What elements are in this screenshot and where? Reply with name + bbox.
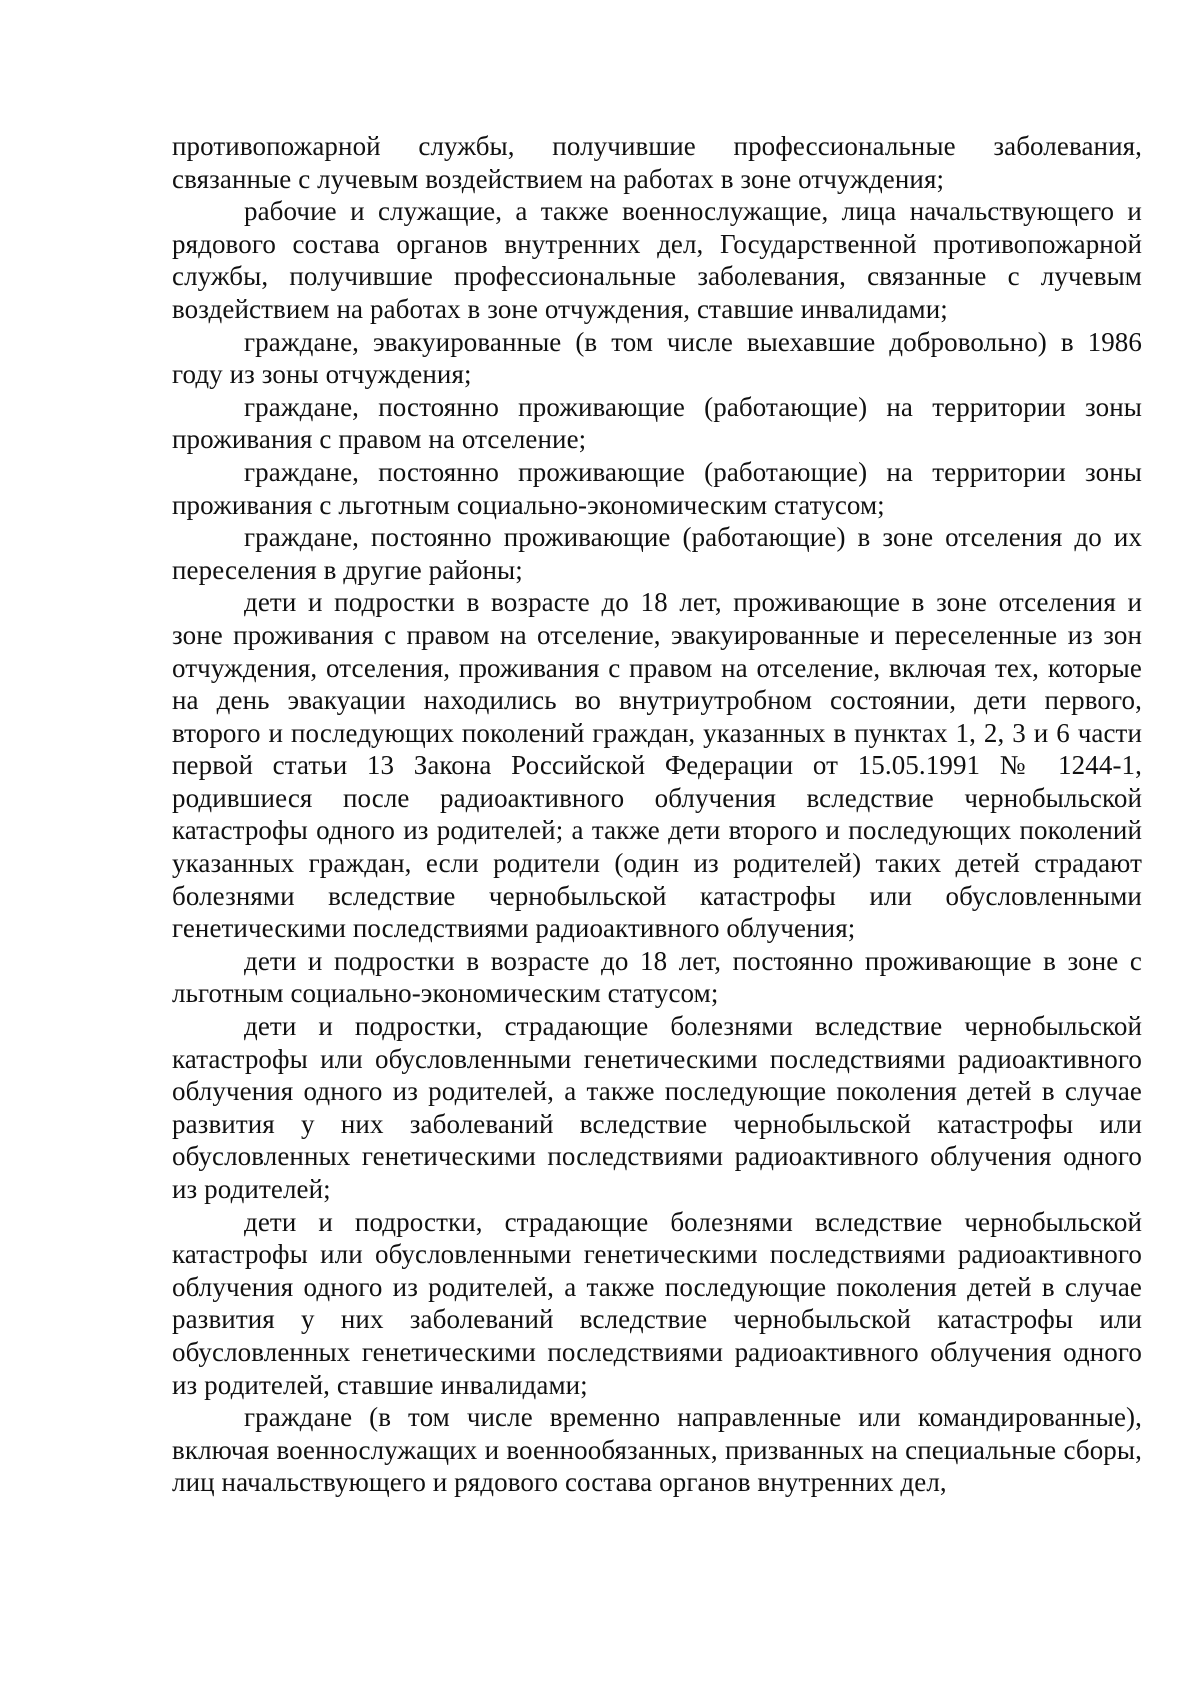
paragraph-5: граждане, постоянно проживающие (работающие) на территории зоны проживания с льготным социально-экономическим статусом; [172,456,1142,520]
document-body [172,130,1142,1499]
paragraph-3: граждане, эвакуированные (в том числе выехавшие добровольно) в 1986 году из зоны отчуждения; [172,326,1142,390]
paragraph-8: дети и подростки в возрасте до 18 лет, постоянно проживающие в зоне с льготным социально-экономическим статусом; [172,945,1142,1009]
paragraph-7: дети и подростки в возрасте до 18 лет, проживающие в зоне отселения и зоне проживания с правом на отселение, эвакуированные и переселенные из зон отчуждения, отселения, проживания с правом на отселение, включая тех, которые на день эвакуации находились во внутриутробном состоянии, дети первого, второго и последующих поколений граждан, указанных в пунктах 1, 2, 3 и 6 части первой статьи 13 Закона Российской Федерации от 15.05.1991 № 1244-1, родившиеся после радиоактивного облучения вследствие чернобыльской катастрофы одного из родителей; а также дети второго и последующих поколений указанных граждан, если родители (один из родителей) таких детей страдают болезнями вследствие чернобыльской катастрофы или обусловленными генетическими последствиями радиоактивного облучения; [172,587,1142,944]
paragraph-10: дети и подростки, страдающие болезнями вследствие чернобыльской катастрофы или обусловленными генетическими последствиями радиоактивного облучения одного из родителей, а также последующие поколения детей в случае развития у них заболеваний вследствие чернобыльской катастрофы или обусловленных генетическими последствиями радиоактивного облучения одного из родителей, ставшие инвалидами; [172,1206,1142,1400]
paragraph-6: граждане, постоянно проживающие (работающие) в зоне отселения до их переселения в другие районы; [172,522,1142,585]
paragraph-11: граждане (в том числе временно направленные или командированные), включая военнослужащих и военнообязанных, призванных на специальные сборы, лиц начальствующего и рядового состава органов внутренних дел, [172,1402,1142,1498]
paragraph-4: граждане, постоянно проживающие (работающие) на территории зоны проживания с правом на отселение; [172,391,1142,455]
paragraph-9: дети и подростки, страдающие болезнями вследствие чернобыльской катастрофы или обусловленными генетическими последствиями радиоактивного облучения одного из родителей, а также последующие поколения детей в случае развития у них заболеваний вследствие чернобыльской катастрофы или обусловленных генетическими последствиями радиоактивного облучения одного из родителей; [172,1011,1142,1204]
paragraph-1: противопожарной службы, получившие профессиональные заболевания, связанные с лучевым воздействием на работах в зоне отчуждения; [172,131,1142,194]
paragraph-2: рабочие и служащие, а также военнослужащие, лица начальствующего и рядового состава органов внутренних дел, Государственной противопожарной службы, получившие профессиональные заболевания, связанные с лучевым воздействием на работах в зоне отчуждения, ставшие инвалидами; [172,196,1142,324]
